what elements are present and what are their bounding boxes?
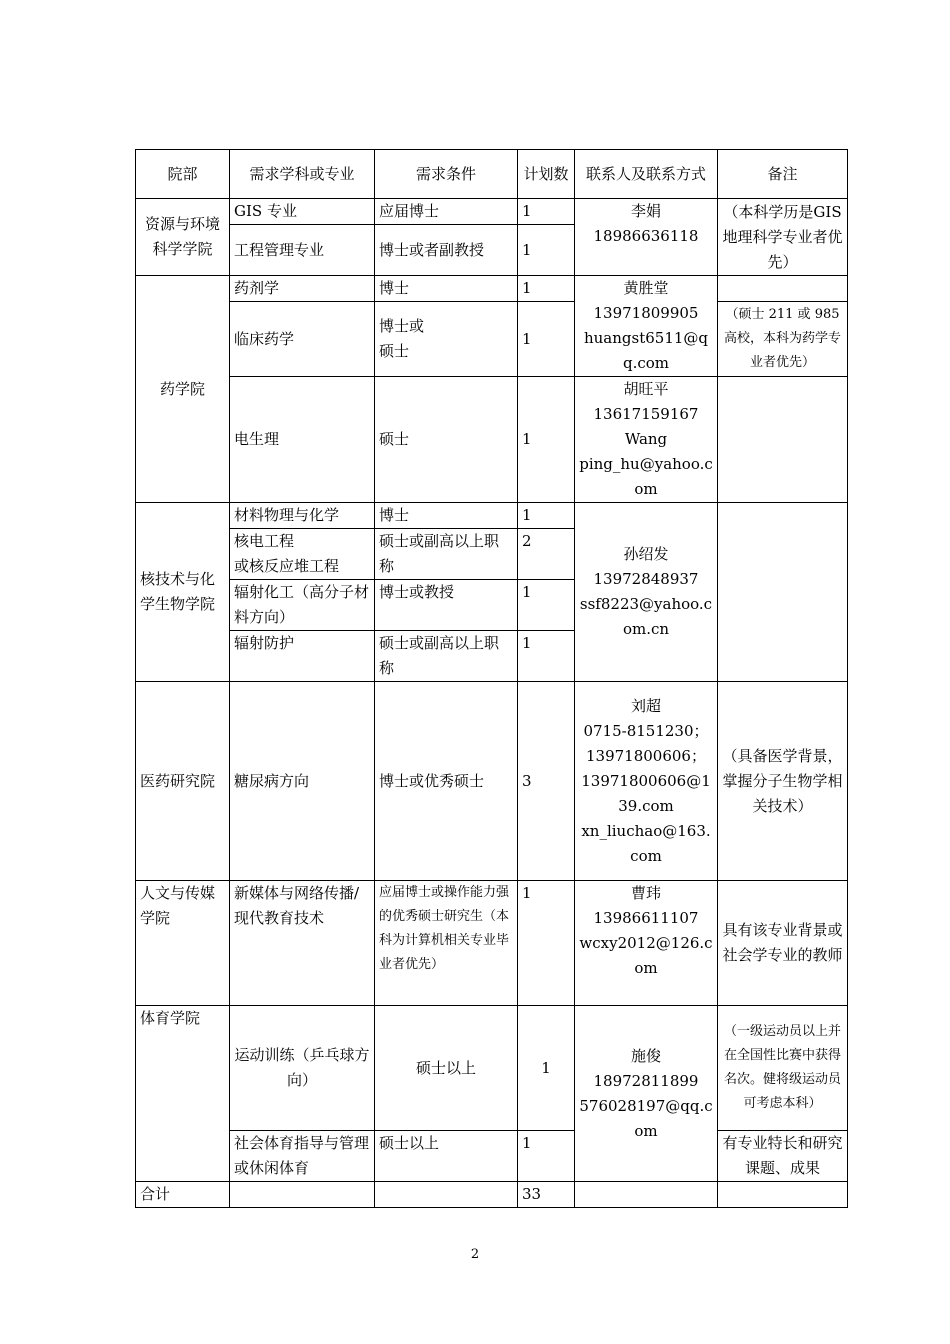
note-cell: 具有该专业背景或社会学专业的教师 [718, 881, 848, 1006]
header-plan-count: 计划数 [518, 150, 575, 199]
dept-cell: 医药研究院 [136, 682, 230, 881]
plan-count-cell: 2 [518, 529, 575, 580]
subject-cell: 工程管理专业 [230, 225, 375, 276]
table-row [136, 1131, 848, 1182]
header-dept: 院部 [136, 150, 230, 199]
plan-count-cell: 1 [518, 1131, 575, 1182]
condition-cell: 博士或优秀硕士 [375, 682, 518, 881]
dept-cell: 体育学院 [136, 1006, 230, 1182]
total-label: 合计 [136, 1182, 230, 1208]
condition-cell: 应届博士 [375, 199, 518, 225]
table-row [136, 1006, 848, 1131]
plan-count-cell: 1 [518, 881, 575, 1006]
subject-cell: 临床药学 [230, 302, 375, 377]
condition-cell: 硕士以上 [375, 1006, 518, 1131]
empty-cell [718, 1182, 848, 1208]
contact-cell: 李娟 18986636118 [575, 199, 718, 276]
subject-cell: 新媒体与网络传播/现代教育技术 [230, 881, 375, 1006]
table-row [136, 199, 848, 225]
plan-count-cell: 1 [518, 276, 575, 302]
total-count: 33 [518, 1182, 575, 1208]
note-cell: （具备医学背景，掌握分子生物学相关技术） [718, 682, 848, 881]
plan-count-cell: 1 [518, 377, 575, 503]
contact-cell: 刘超 0715-8151230； 13971800606； 13971800606@139.com xn_liuchao@163.com [575, 682, 718, 881]
condition-cell: 博士或者副教授 [375, 225, 518, 276]
table-row [136, 377, 848, 503]
contact-cell: 孙绍发 13972848937 ssf8223@yahoo.com.cn [575, 503, 718, 682]
condition-cell: 硕士以上 [375, 1131, 518, 1182]
subject-cell: 运动训练（乒乓球方向） [230, 1006, 375, 1131]
dept-cell: 资源与环境科学学院 [136, 199, 230, 276]
table-row [136, 302, 848, 377]
table-row [136, 682, 848, 881]
contact-cell: 曹玮 13986611107 wcxy2012@126.com [575, 881, 718, 1006]
plan-count-cell: 1 [518, 1006, 575, 1131]
condition-cell: 博士 [375, 503, 518, 529]
plan-count-cell: 1 [518, 631, 575, 682]
note-cell [718, 377, 848, 503]
note-cell [718, 503, 848, 682]
total-row [136, 1182, 848, 1208]
header-condition: 需求条件 [375, 150, 518, 199]
table-row [136, 503, 848, 529]
page-number: 2 [470, 1247, 480, 1262]
dept-cell: 药学院 [136, 276, 230, 503]
note-cell: 有专业特长和研究课题、成果 [718, 1131, 848, 1182]
plan-count-cell: 1 [518, 302, 575, 377]
condition-cell: 博士或教授 [375, 580, 518, 631]
plan-count-cell: 1 [518, 580, 575, 631]
recruitment-table [135, 149, 848, 1208]
subject-cell: 电生理 [230, 377, 375, 503]
empty-cell [375, 1182, 518, 1208]
plan-count-cell: 1 [518, 503, 575, 529]
subject-cell: 核电工程 或核反应堆工程 [230, 529, 375, 580]
plan-count-cell: 3 [518, 682, 575, 881]
dept-cell: 人文与传媒学院 [136, 881, 230, 1006]
plan-count-cell: 1 [518, 199, 575, 225]
condition-cell: 硕士或副高以上职称 [375, 529, 518, 580]
note-cell: （硕士 211 或 985 高校，本科为药学专业者优先） [718, 302, 848, 377]
table-row [136, 276, 848, 302]
contact-cell: 施俊 18972811899 576028197@qq.com [575, 1006, 718, 1182]
condition-cell: 博士或 硕士 [375, 302, 518, 377]
condition-cell: 硕士 [375, 377, 518, 503]
dept-cell: 核技术与化学生物学院 [136, 503, 230, 682]
header-note: 备注 [718, 150, 848, 199]
condition-cell: 博士 [375, 276, 518, 302]
note-cell [718, 276, 848, 302]
condition-cell: 应届博士或操作能力强的优秀硕士研究生（本科为计算机相关专业毕业者优先） [375, 881, 518, 1006]
subject-cell: 社会体育指导与管理或休闲体育 [230, 1131, 375, 1182]
table-row [136, 881, 848, 1006]
note-cell: （本科学历是GIS地理科学专业者优先） [718, 199, 848, 276]
contact-cell: 黄胜堂 13971809905 huangst6511@qq.com [575, 276, 718, 377]
empty-cell [575, 1182, 718, 1208]
subject-cell: 辐射防护 [230, 631, 375, 682]
contact-cell: 胡旺平 13617159167 Wang ping_hu@yahoo.com [575, 377, 718, 503]
header-contact: 联系人及联系方式 [575, 150, 718, 199]
empty-cell [230, 1182, 375, 1208]
plan-count-cell: 1 [518, 225, 575, 276]
condition-cell: 硕士或副高以上职称 [375, 631, 518, 682]
subject-cell: 材料物理与化学 [230, 503, 375, 529]
header-row [136, 150, 848, 199]
subject-cell: 辐射化工（高分子材料方向） [230, 580, 375, 631]
note-cell: （一级运动员以上并在全国性比赛中获得名次。健将级运动员可考虑本科） [718, 1006, 848, 1131]
header-subject: 需求学科或专业 [230, 150, 375, 199]
subject-cell: 药剂学 [230, 276, 375, 302]
subject-cell: GIS 专业 [230, 199, 375, 225]
subject-cell: 糖尿病方向 [230, 682, 375, 881]
